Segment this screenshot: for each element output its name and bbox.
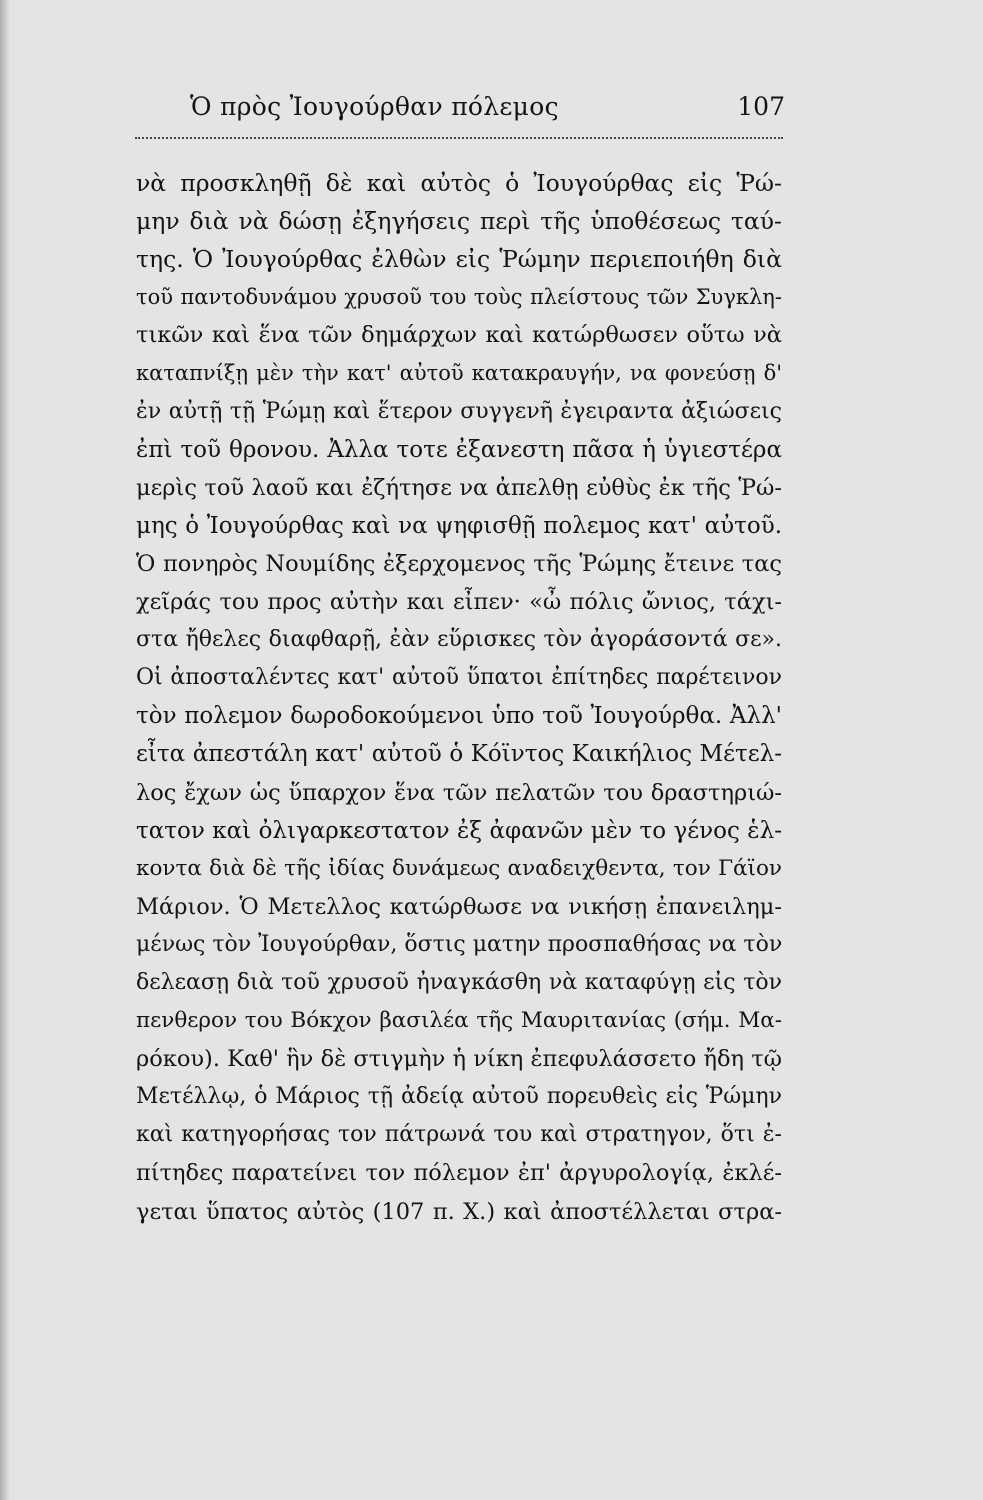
page-number: 107 <box>737 92 785 121</box>
text-line: τατον καὶ ὀλιγαρκεστατον ἐξ ἀφανῶν μὲν το γένος ἑλ- <box>136 817 782 844</box>
text-line: τικῶν καὶ ἕνα τῶν δημάρχων καὶ κατώρθωσεν οὕτω νὰ <box>136 322 782 349</box>
text-line: πίτηδες παρατείνει τον πόλεμον ἐπ' ἀργυρολογίᾳ, ἐκλέ- <box>136 1160 782 1187</box>
text-line: καὶ κατηγορήσας τον πάτρωνά του καὶ στρατηγον, ὅτι ἐ- <box>136 1122 782 1148</box>
header-rule <box>135 137 783 139</box>
text-line: της. Ὁ Ἰουγούρθας ἐλθὼν εἰς Ῥώμην περιεποιήθη διὰ <box>136 245 782 274</box>
text-line: ἐπὶ τοῦ θρονου. Ἀλλα τοτε ἐξανεστη πᾶσα ἡ ὑγιεστέρα <box>136 436 782 463</box>
text-line: Μάριον. Ὁ Μετελλος κατώρθωσε να νικήσῃ ἐπανειλημ- <box>136 893 782 920</box>
text-line: χεῖράς του προς αὐτὴν και εἶπεν· «ὦ πόλις ὤνιος, τάχι- <box>136 589 782 616</box>
text-line: μερὶς τοῦ λαοῦ και ἐζήτησε να ἀπελθῃ εὐθὺς ἐκ τῆς Ῥώ- <box>136 474 782 501</box>
text-line: γεται ὕπατος αὐτὸς (107 π. Χ.) καὶ ἀποστέλλεται στρα- <box>136 1198 782 1225</box>
text-line: πενθερον του Βόκχον βασιλέα τῆς Μαυριτανίας (σήμ. Μα- <box>136 1008 782 1034</box>
text-line: εἶτα ἀπεστάλη κατ' αὐτοῦ ὁ Κόϊντος Καικήλιος Μέτελ- <box>136 741 782 768</box>
text-line: ρόκου). Καθ' ἣν δὲ στιγμὴν ἡ νίκη ἐπεφυλάσσετο ἤδη τῷ <box>136 1046 782 1073</box>
text-line: καταπνίξῃ μὲν τὴν κατ' αὐτοῦ κατακραυγήν, να φονεύσῃ δ' <box>136 361 782 386</box>
text-line: μένως τὸν Ἰουγούρθαν, ὅστις ματην προσπαθήσας να τὸν <box>136 931 782 957</box>
running-title: Ὁ πρὸς Ἰουγούρθαν πόλεμος <box>190 92 559 121</box>
text-line: τὸν πολεμον δωροδοκούμενοι ὑπο τοῦ Ἰουγούρθα. Ἀλλ' <box>136 703 782 730</box>
text-line: κοντα διὰ δὲ τῆς ἰδίας δυνάμεως αναδειχθεντα, τον Γάϊον <box>136 855 782 881</box>
body-text <box>136 164 782 1231</box>
text-line: μην διὰ νὰ δώσῃ ἐξηγήσεις περὶ τῆς ὑποθέσεως ταύ- <box>136 207 782 236</box>
text-line: δελεασῃ διὰ τοῦ χρυσοῦ ἠναγκάσθη νὰ καταφύγῃ εἰς τὸν <box>136 969 782 995</box>
page-edge-shadow <box>0 0 10 1500</box>
text-line: Μετέλλῳ, ὁ Μάριος τῇ ἀδείᾳ αὐτοῦ πορευθεὶς εἰς Ῥώμην <box>136 1084 782 1110</box>
text-line: τοῦ παντοδυνάμου χρυσοῦ του τοὺς πλείστους τῶν Συγκλη- <box>136 285 782 310</box>
text-line: λος ἔχων ὡς ὕπαρχον ἕνα τῶν πελατῶν του δραστηριώ- <box>136 779 782 806</box>
text-line: ἐν αὐτῇ τῇ Ῥώμῃ καὶ ἕτερον συγγενῆ ἐγειραντα ἀξιώσεις <box>136 398 782 424</box>
page-header <box>190 92 785 126</box>
text-line: Ὁ πονηρὸς Νουμίδης ἐξερχομενος τῆς Ῥώμης ἔτεινε τας <box>136 550 782 577</box>
text-line: μης ὁ Ἰουγούρθας καὶ να ψηφισθῇ πολεμος κατ' αὐτοῦ. <box>136 512 782 539</box>
text-line: νὰ προσκληθῇ δὲ καὶ αὐτὸς ὁ Ἰουγούρθας εἰς Ῥώ- <box>136 169 782 197</box>
text-line: στα ἤθελες διαφθαρῇ, ἐὰν εὕρισκες τὸν ἀγοράσοντά σε». <box>136 627 782 653</box>
text-line: Οἱ ἀποσταλέντες κατ' αὐτοῦ ὕπατοι ἐπίτηδες παρέτεινον <box>136 665 782 691</box>
